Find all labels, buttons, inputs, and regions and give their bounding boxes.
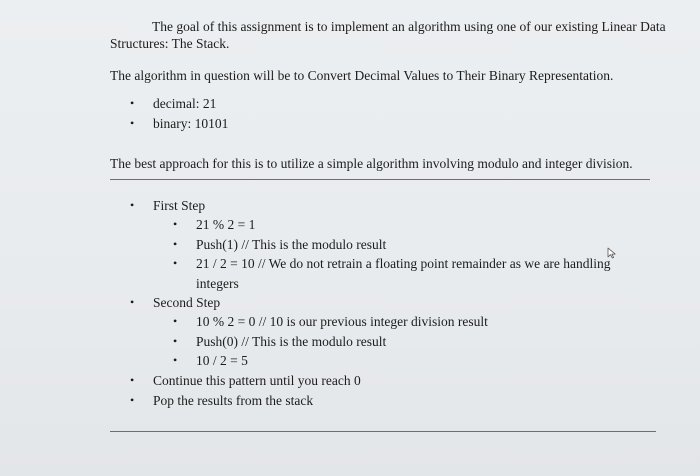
algorithm-paragraph: The algorithm in question will be to Convert Decimal Values to Their Binary Representation. (110, 68, 614, 83)
pop-step: Pop the results from the stack (153, 392, 314, 408)
intro-paragraph: The goal of this assignment is to implement an algorithm using one of our existing Linear Data Structures: The Stack. (110, 19, 666, 51)
bullet-icon: • (173, 314, 178, 328)
list-item (130, 94, 228, 114)
list-item (130, 371, 361, 391)
list-item (173, 215, 636, 235)
bullet-icon: • (130, 115, 135, 130)
bullet-icon: • (173, 333, 178, 348)
bullet-icon: • (130, 198, 135, 212)
bullet-icon: • (130, 295, 135, 309)
step-text: 10 % 2 = 0 // 10 is our previous integer division result (196, 314, 488, 329)
bullet-icon: • (130, 373, 135, 387)
first-step-label: First Step (153, 198, 206, 213)
bullet-icon: • (173, 236, 178, 251)
step-text: Push(0) // This is the modulo result (196, 333, 387, 349)
list-item (173, 332, 636, 352)
binary-example: binary: 10101 (153, 115, 229, 131)
list-item (130, 196, 206, 216)
list-item (173, 254, 636, 293)
list-item (173, 235, 636, 255)
list-item (173, 312, 636, 332)
list-item (130, 114, 229, 134)
bullet-icon: • (173, 353, 178, 367)
list-item (130, 391, 361, 411)
list-item (173, 351, 636, 371)
decimal-example: decimal: 21 (153, 96, 217, 111)
second-step-label: Second Step (153, 295, 221, 310)
step-text: 21 % 2 = 1 (196, 217, 256, 232)
section-divider (110, 179, 650, 180)
continue-step: Continue this pattern until you reach 0 (153, 373, 361, 388)
steps-list (130, 196, 206, 216)
list-item (130, 293, 221, 313)
approach-paragraph: The best approach for this is to utilize a simple algorithm involving modulo and integer division. (110, 156, 633, 171)
bullet-icon: • (173, 217, 178, 231)
mouse-pointer-icon (607, 247, 617, 259)
step-text: Push(1) // This is the modulo result (196, 236, 387, 252)
second-step-sublist (173, 312, 636, 371)
bullet-icon: • (130, 96, 135, 110)
final-steps-list (130, 371, 361, 410)
first-step-sublist (173, 215, 636, 293)
step-text: 21 / 2 = 10 // We do not retrain a floating point remainder as we are handling integers (196, 256, 611, 291)
example-list (130, 94, 229, 133)
bullet-icon: • (130, 392, 135, 407)
steps-list-second (130, 293, 221, 313)
bottom-divider (110, 431, 656, 432)
step-text: 10 / 2 = 5 (196, 353, 248, 368)
bullet-icon: • (173, 256, 178, 270)
